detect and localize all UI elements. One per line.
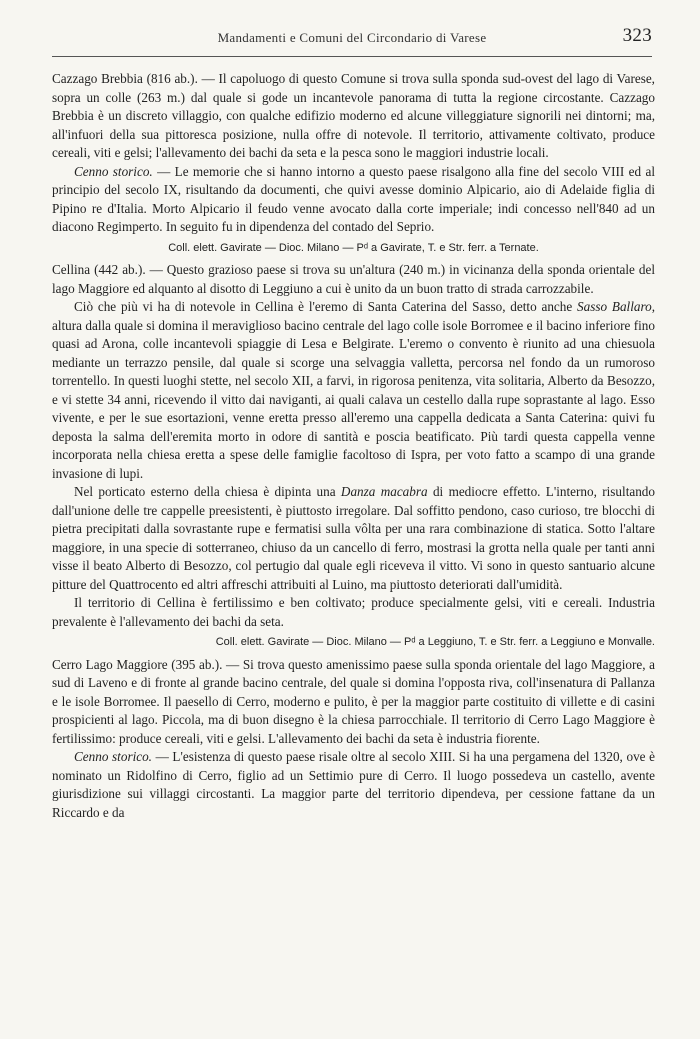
entry-cerro <box>52 656 655 749</box>
cenno-label: Cenno storico. <box>74 163 153 179</box>
italic-run: Danza macabra <box>340 484 428 499</box>
text-run: Nel porticato esterno della chiesa è dipinta una <box>74 484 341 499</box>
text-run: di mediocre effetto. L'interno, risultando dall'unione delle tre cappelle preesistenti, è piuttosto irregolare. Dal soffitto pendono, caso curioso, tre blocchi di pietra precipitati dalla sovrastante rupe e fermatisi sulla vôlta per una rara combinazione di statica. Sotto l'altare maggiore, in una specie di sotterraneo, chiuso da un cancello di ferro, mostrasi la grotta nella quale per tanti anni visse il beato Alberto di Besozzo, col pertugio dal quale egli riceveva il vitto. Vi sono in questo santuario alcune pitture del Quattrocento ed altri affreschi attribuiti al Luino, ma piuttosto deteriorati dall'umidità. <box>52 484 655 592</box>
cenno-label: Cenno storico. <box>74 749 152 764</box>
entry-cazzago <box>52 70 655 163</box>
cenno-text: — L'esistenza di questo paese risale oltre al secolo XIII. Si ha una pergamena del 1320, ove è nominato un Ridolfino di Cerro, figlio ad un Settimio pure di Cerro. Il luogo possedeva un castello, avente giurisdizione sui villaggi circostanti. La maggior parte del territorio dipendeva, per cessione fattane da un Riccardo e da <box>52 749 655 820</box>
italic-run: Sasso Ballaro <box>577 299 652 314</box>
entry-population: (816 ab.). <box>142 71 198 86</box>
entry-population: (395 ab.). <box>167 656 223 672</box>
page-body <box>52 70 655 822</box>
text-run: , altura dalla quale si domina il meraviglioso bacino centrale del lago colle isole Borromee e il bacino inferiore fino quasi ad Arona, colle incantevoli spiaggie di Lesa e Belgirate. L'eremo o convento è riunito ad una chiesuola mediante un terrazzo pensile, dal quale si scorge una selvaggia valletta, percorsa nel fondo da un rumoroso torrentello. In questi luoghi stette, nel secolo XII, a farvi, in rigorosa penitenza, vita solitaria, Alberto da Besozzo, e vi stette 34 anni, ricevendo il vitto dai naviganti, ai quali calava un cestello dalla rupe soprastante al lago. Esso vivente, e per le sue esortazioni, venne eretta presso all'eremo una cappella dedicata a Santa Caterina: quivi fu deposta la salma dell'eremita morto in odore di santità e poscia beatificato. Più tardi questa cappella venne incorporata nella chiesa eretta a spese delle famiglie facoltoso di Ispra, per voto fatto a scampo di una grande invasione di lupi. <box>52 299 656 481</box>
entry-text: — Si trova questo amenissimo paese sulla sponda orientale del lago Maggiore, a sud di Laveno e di fronte al grande bacino centrale, del quale si domina l'opposta riva, coll'insenatura di Pallanza e le isole Borromee. Il paesello di Cerro, moderno e pulito, è per la maggior parte costituito di villette e di casini prospicienti al lago. Piccola, ma di buon disegno è la chiesa parrocchiale. Il territorio di Cerro Lago Maggiore è fertilissimo: produce cereali, viti e gelsi. L'allevamento dei bachi da seta è industria fiorente. <box>52 656 655 746</box>
cellina-paragraph-2 <box>52 298 655 483</box>
text-run: Ciò che più vi ha di notevole in Cellina è l'eremo di Santa Caterina del Sasso, detto anche <box>74 299 578 314</box>
running-header <box>52 25 652 46</box>
collegio-line-cazzago: Coll. elett. Gavirate — Dioc. Milano — Pᵈ a Gavirate, T. e Str. ferr. a Ternate. <box>168 241 539 254</box>
cenno-storico-cerro <box>52 748 655 822</box>
page-number: 323 <box>622 25 652 46</box>
header-title: Mandamenti e Comuni del Circondario di Varese <box>217 30 487 45</box>
entry-population: (442 ab.). <box>90 262 146 277</box>
collegio-line-cellina: Coll. elett. Gavirate — Dioc. Milano — Pᵈ a Leggiuno, T. e Str. ferr. a Leggiuno e Monvalle. <box>215 636 655 648</box>
cenno-text: — Le memorie che si hanno intorno a questo paese risalgono alla fine del secolo VIII ed al principio del secolo IX, risultando da documenti, che quivi avesse dominio Alpicario, aio di Adelaide figlia di Pipino re d'Italia. Morto Alpicario il feudo venne avocato dalla corte imperiale; indi concesso nell'840 ad un diacono Regimperto. In seguito fu in dipendenza del contado del Seprio. <box>52 163 655 234</box>
cellina-paragraph-4: Il territorio di Cellina è fertilissimo e ben coltivato; produce specialmente gelsi, viti e cereali. Industria prevalente è l'allevamento dei bachi da seta. <box>52 595 655 629</box>
entry-name: Cellina <box>52 262 91 277</box>
entry-name: Cerro Lago Maggiore <box>52 656 168 672</box>
entry-name: Cazzago Brebbia <box>52 71 143 86</box>
header-rule <box>52 56 652 57</box>
cellina-paragraph-3 <box>52 483 655 594</box>
cenno-storico-cazzago <box>52 163 655 237</box>
entry-text: — Questo grazioso paese si trova su un'altura (240 m.) in vicinanza della sponda orientale del lago Maggiore ed alquanto al disotto di Leggiuno a cui è unito da un buon tratto di strada carrozzabile. <box>52 262 655 296</box>
entry-cellina <box>52 261 655 298</box>
entry-text: — Il capoluogo di questo Comune si trova sulla sponda sud-ovest del lago di Varese, sopra un colle (263 m.) dal quale si gode un incantevole panorama di tutta la regione circostante. Cazzago Brebbia è un discreto villaggio, con qualche edifizio moderno ed alcune villeggiature signorili nei dintorni; ma, all'infuori della sua pittoresca posizione, nulla offre di notevole. Il territorio, attivamente coltivato, produce cereali, viti e gelsi; l'allevamento dei bachi da seta e la pesca sono le maggiori industrie locali. <box>52 71 655 160</box>
